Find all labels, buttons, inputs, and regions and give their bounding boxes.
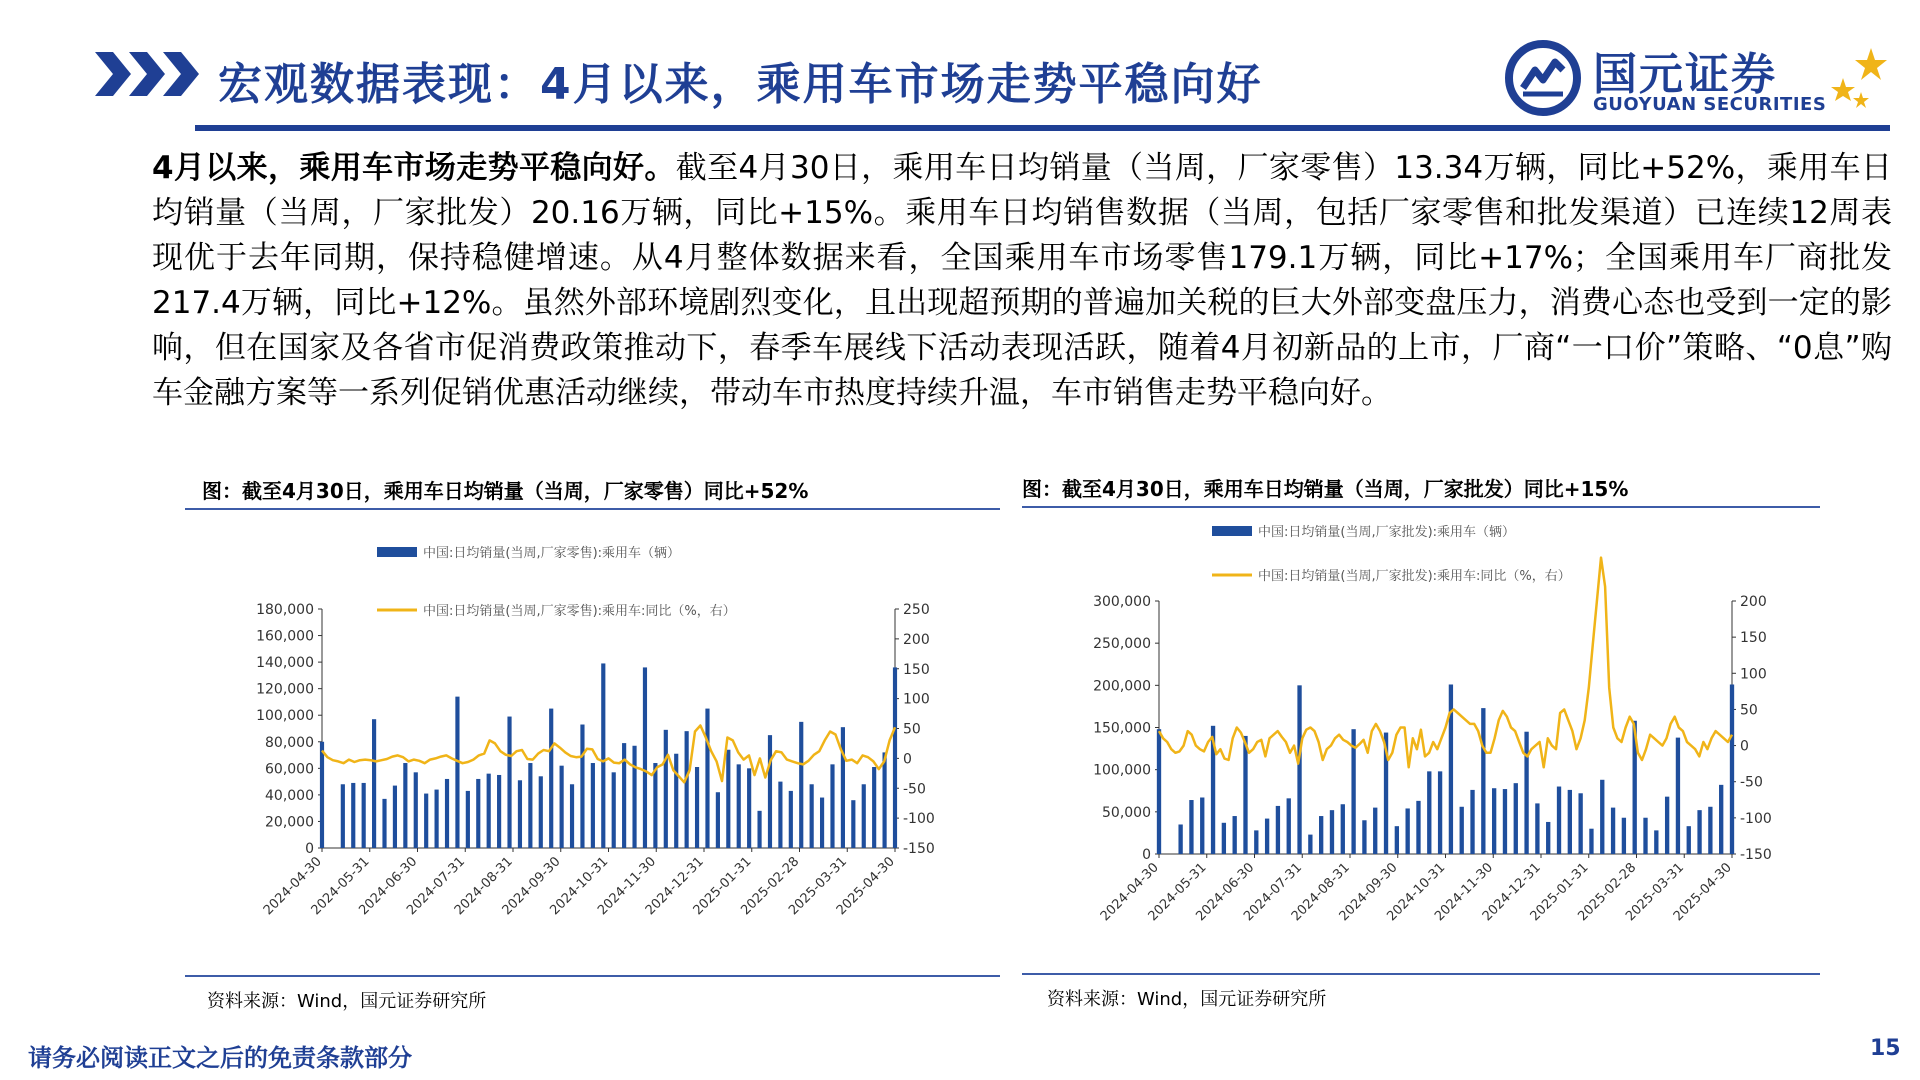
bar: [632, 746, 636, 848]
figure-1-bottom-rule: [185, 975, 1000, 977]
figure-2-source: 资料来源：Wind，国元证券研究所: [1047, 989, 1327, 1010]
bar: [1265, 819, 1269, 854]
bar: [1427, 771, 1431, 854]
x-tick-label: 2024-10-31: [1384, 860, 1449, 925]
bar: [1254, 830, 1258, 854]
bar: [1405, 808, 1409, 854]
bar: [1589, 829, 1593, 854]
bar: [1643, 818, 1647, 854]
bar: [1492, 788, 1496, 854]
bar: [1535, 803, 1539, 854]
bar: [1243, 736, 1247, 854]
bar: [799, 722, 803, 848]
left-tick-label: 50,000: [1102, 804, 1151, 821]
bar: [466, 791, 470, 848]
bar: [612, 772, 616, 848]
bar: [862, 784, 866, 848]
figure-2-title: 图：截至4月30日，乘用车日均销量（当周，厂家批发）同比+15%: [1022, 477, 1629, 501]
right-tick-label: 0: [903, 751, 912, 768]
bar: [1719, 785, 1723, 854]
right-tick-label: 50: [903, 721, 921, 738]
bar: [1222, 823, 1226, 854]
x-tick-label: 2024-06-30: [356, 854, 421, 919]
left-tick-label: 250,000: [1093, 636, 1151, 653]
x-tick-label: 2024-04-30: [1097, 860, 1162, 925]
bar: [851, 800, 855, 848]
x-tick-label: 2025-02-28: [1575, 860, 1640, 925]
bar: [1297, 685, 1301, 854]
bar: [539, 776, 543, 848]
bar: [435, 790, 439, 848]
figure-2-top-rule: [1022, 506, 1820, 508]
bar: [1611, 808, 1615, 854]
bar: [1697, 810, 1701, 854]
x-tick-label: 2025-03-31: [1623, 860, 1688, 925]
x-tick-label: 2025-02-28: [738, 854, 803, 919]
left-tick-label: 160,000: [256, 628, 314, 645]
bar: [528, 763, 532, 848]
legend-bar-label: 中国:日均销量(当周,厂家批发):乘用车（辆）: [1258, 525, 1516, 540]
legend-bar: [377, 545, 680, 561]
header-rule: [195, 125, 1890, 131]
left-tick-label: 100,000: [256, 708, 314, 725]
bar: [820, 798, 824, 848]
bar: [778, 782, 782, 848]
x-tick-label: 2024-06-30: [1193, 860, 1258, 925]
bar: [1568, 790, 1572, 854]
bar: [1708, 807, 1712, 854]
x-tick-label: 2025-04-30: [1670, 860, 1735, 925]
bar: [320, 742, 324, 848]
legend-line-label: 中国:日均销量(当周,厂家批发):乘用车:同比（%，右）: [1258, 569, 1571, 584]
bar: [455, 697, 459, 848]
left-tick-label: 150,000: [1093, 720, 1151, 737]
company-logo: [1505, 38, 1905, 118]
x-tick-label: 2025-04-30: [833, 854, 898, 919]
bar: [1503, 789, 1507, 854]
page-number: 15: [1870, 1036, 1901, 1061]
bar: [403, 763, 407, 848]
right-tick-label: -150: [1740, 847, 1772, 863]
right-tick-label: 100: [903, 691, 930, 708]
body-paragraph: [152, 146, 1892, 416]
bar: [1557, 787, 1561, 854]
right-tick-label: 150: [1740, 630, 1767, 647]
bar: [1676, 738, 1680, 854]
yoy-line: [322, 726, 895, 783]
left-tick-label: 20,000: [265, 814, 314, 831]
chart-svg: [1022, 513, 1820, 963]
bar: [1470, 790, 1474, 854]
bar: [497, 775, 501, 848]
bar: [643, 667, 647, 848]
body-text: 截至4月30日，乘用车日均销量（当周，厂家零售）13.34万辆，同比+52%，乘用车日均销量（当周，厂家批发）20.16万辆，同比+15%。乘用车日均销售数据（当周，包括厂家零售和批发渠道）已连续12周表现优于去年同期，保持稳健增速。从4月整体数据来看，全国乘用车市场零售179.1万辆，同比+17%；全国乘用车厂商批发217.4万辆，同比+12%。虽然外部环境剧烈变化，且出现超预期的普遍加关税的巨大外部变盘压力，消费心态也受到一定的影响，但在国家及各省市促消费政策推动下，春季车展线下活动表现活跃，随着4月初新品的上市，厂商“一口价”策略、“0息”购车金融方案等一系列促销优惠活动继续，带动车市热度持续升温，车市销售走势平稳向好。: [152, 150, 1892, 411]
x-tick-label: 2025-01-31: [690, 854, 755, 919]
bar: [882, 752, 886, 848]
right-tick-label: 50: [1740, 702, 1758, 719]
left-tick-label: 120,000: [256, 681, 314, 698]
bar: [1687, 826, 1691, 854]
bar: [893, 667, 897, 848]
bar: [716, 792, 720, 848]
bar: [757, 811, 761, 848]
legend-line-label: 中国:日均销量(当周,厂家零售):乘用车:同比（%，右）: [423, 604, 736, 619]
left-tick-label: 200,000: [1093, 678, 1151, 695]
bar: [789, 791, 793, 848]
x-tick-label: 2024-05-31: [308, 854, 373, 919]
left-tick-label: 60,000: [265, 761, 314, 778]
left-tick-label: 40,000: [265, 787, 314, 804]
bar: [1416, 801, 1420, 854]
chevron-arrows-icon: [95, 52, 203, 96]
x-tick-label: 2025-01-31: [1527, 860, 1592, 925]
legend-bar-swatch: [377, 547, 417, 557]
right-tick-label: 100: [1740, 666, 1767, 683]
right-tick-label: -50: [1740, 774, 1763, 791]
x-tick-label: 2024-12-31: [642, 854, 707, 919]
right-tick-label: 200: [903, 631, 930, 648]
legend-bar-label: 中国:日均销量(当周,厂家零售):乘用车（辆）: [423, 546, 681, 561]
bar: [1546, 822, 1550, 854]
figure-1-source: 资料来源：Wind，国元证券研究所: [207, 991, 487, 1012]
bar: [1178, 824, 1182, 854]
bar: [1460, 807, 1464, 854]
right-tick-label: 200: [1740, 594, 1767, 610]
bar: [1395, 826, 1399, 854]
left-tick-label: 100,000: [1093, 762, 1151, 779]
yoy-line: [1159, 558, 1732, 768]
x-tick-label: 2024-08-31: [1288, 860, 1353, 925]
x-tick-label: 2024-12-31: [1479, 860, 1544, 925]
left-tick-label: 80,000: [265, 734, 314, 751]
legend-line: [377, 603, 736, 619]
bar: [341, 784, 345, 848]
x-tick-label: 2024-11-30: [1432, 860, 1497, 925]
body-lead: 4月以来，乘用车市场走势平稳向好。: [152, 150, 676, 186]
bar: [414, 772, 418, 848]
x-tick-label: 2024-09-30: [1336, 860, 1401, 925]
bar: [705, 709, 709, 848]
right-tick-label: -150: [903, 841, 935, 857]
bar: [549, 709, 553, 848]
x-tick-label: 2024-08-31: [451, 854, 516, 919]
disclaimer-footer: 请务必阅读正文之后的免责条款部分: [28, 1044, 412, 1072]
bar: [1654, 830, 1658, 854]
bar: [1362, 820, 1366, 854]
bar: [601, 663, 605, 848]
right-tick-label: 0: [1740, 738, 1749, 755]
bar: [591, 763, 595, 848]
bar: [1233, 816, 1237, 854]
bar: [1157, 729, 1161, 854]
x-tick-label: 2024-10-31: [547, 854, 612, 919]
bar: [1578, 793, 1582, 854]
figure-1-title: 图：截至4月30日，乘用车日均销量（当周，厂家零售）同比+52%: [202, 479, 809, 503]
left-tick-label: 0: [1142, 847, 1151, 863]
bar: [1600, 780, 1604, 854]
x-tick-label: 2025-03-31: [786, 854, 851, 919]
x-tick-label: 2024-07-31: [404, 854, 469, 919]
bar: [424, 794, 428, 848]
logo-english-name: GUOYUAN SECURITIES: [1593, 94, 1827, 115]
legend-bar: [1212, 524, 1515, 540]
bar: [1514, 783, 1518, 854]
bar: [393, 786, 397, 848]
left-tick-label: 300,000: [1093, 594, 1151, 610]
bar: [747, 768, 751, 848]
bar: [560, 766, 564, 848]
bar: [872, 767, 876, 848]
bar: [1319, 816, 1323, 854]
bar: [518, 780, 522, 848]
bar: [695, 767, 699, 848]
bar: [1373, 808, 1377, 854]
bar: [830, 764, 834, 848]
star-decoration-icon: [1827, 44, 1897, 116]
bar: [476, 779, 480, 848]
logo-chinese-name: 国元证券: [1593, 49, 1777, 100]
bar: [372, 719, 376, 848]
bar: [664, 730, 668, 848]
bar: [1481, 708, 1485, 854]
right-tick-label: 150: [903, 661, 930, 678]
bar: [445, 779, 449, 848]
figure-2-bottom-rule: [1022, 973, 1820, 975]
bar: [1287, 798, 1291, 854]
bar: [507, 717, 511, 848]
x-tick-label: 2024-11-30: [595, 854, 660, 919]
bar: [1200, 797, 1204, 854]
bar: [362, 783, 366, 848]
x-tick-label: 2024-07-31: [1241, 860, 1306, 925]
right-tick-label: 250: [903, 602, 930, 618]
bar: [1622, 818, 1626, 854]
bar: [1438, 771, 1442, 854]
right-tick-label: -100: [1740, 810, 1772, 827]
bar: [1665, 797, 1669, 854]
legend-bar-swatch: [1212, 526, 1252, 536]
legend-line: [1212, 568, 1571, 584]
right-tick-label: -50: [903, 781, 926, 798]
left-tick-label: 0: [305, 841, 314, 857]
bar: [685, 731, 689, 848]
bar: [1308, 835, 1312, 854]
figure-1-top-rule: [185, 508, 1000, 510]
left-tick-label: 180,000: [256, 602, 314, 618]
right-tick-label: -100: [903, 811, 935, 828]
bar: [653, 763, 657, 848]
x-tick-label: 2024-09-30: [499, 854, 564, 919]
bar: [768, 735, 772, 848]
chart-wholesale: [1022, 513, 1820, 963]
bar: [580, 725, 584, 848]
bar: [1341, 804, 1345, 854]
left-tick-label: 140,000: [256, 655, 314, 672]
bar: [1276, 806, 1280, 854]
bar: [810, 784, 814, 848]
bar: [487, 774, 491, 848]
bar: [1330, 810, 1334, 854]
bar: [382, 799, 386, 848]
x-tick-label: 2024-05-31: [1145, 860, 1210, 925]
bar: [570, 784, 574, 848]
bar: [841, 727, 845, 848]
x-tick-label: 2024-04-30: [260, 854, 325, 919]
bar: [726, 750, 730, 848]
bar: [351, 783, 355, 848]
bar: [1524, 732, 1528, 854]
chart-svg: [185, 515, 1000, 965]
bar: [1730, 684, 1734, 854]
bar: [737, 764, 741, 848]
bar: [1189, 800, 1193, 854]
guoyuan-logo-icon: [1505, 40, 1581, 116]
page-title: 宏观数据表现：4月以来，乘用车市场走势平稳向好: [218, 59, 1263, 110]
chart-retail: [185, 515, 1000, 965]
bar: [674, 754, 678, 848]
